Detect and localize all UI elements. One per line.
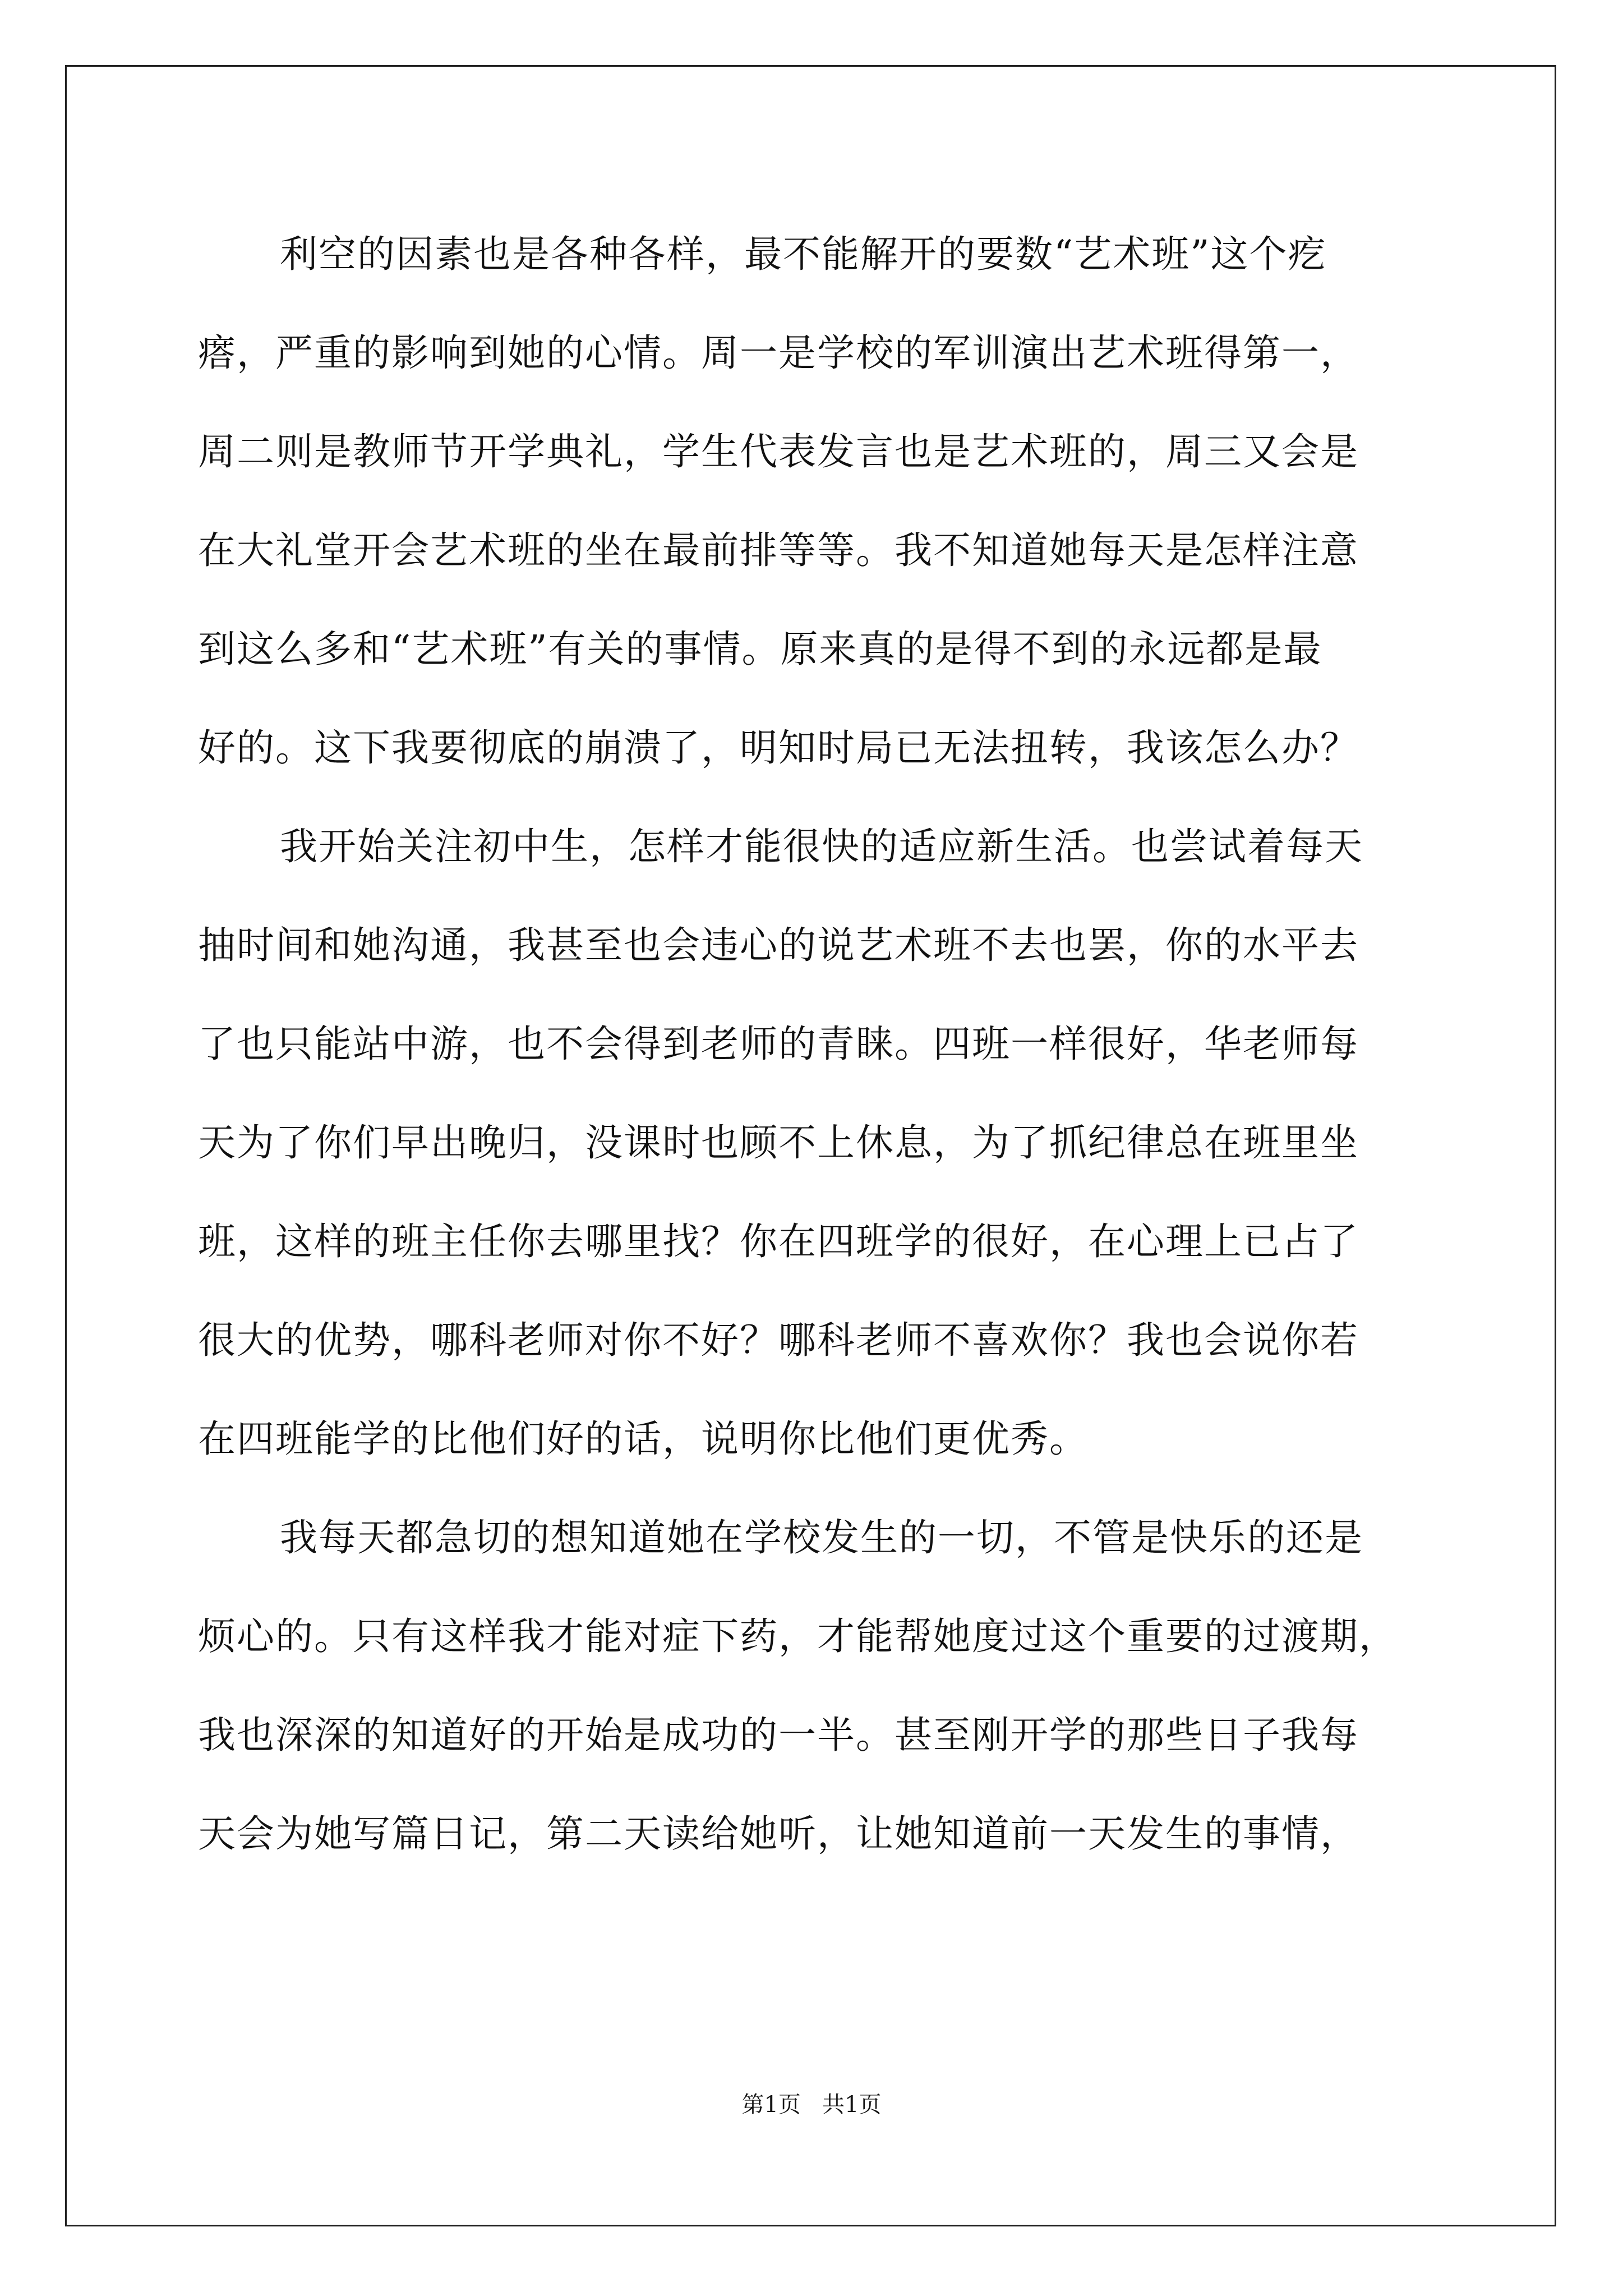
paragraph-1-line-5: 到这么多和“艺术班”有关的事情。原来真的是得不到的永远都是最 bbox=[198, 627, 1322, 671]
paragraph-3-line-2: 烦心的。只有这样我才能对症下药，才能帮她度过这个重要的过渡期， bbox=[198, 1614, 1398, 1658]
paragraph-3-line-4: 天会为她写篇日记，第二天读给她听，让她知道前一天发生的事情， bbox=[198, 1812, 1359, 1856]
paragraph-2-line-6: 很大的优势，哪科老师对你不好？哪科老师不喜欢你？我也会说你若 bbox=[198, 1318, 1359, 1362]
paragraph-2-line-2: 抽时间和她沟通，我甚至也会违心的说艺术班不去也罢，你的水平去 bbox=[198, 923, 1359, 967]
page-number-footer: 第1页 共1页 bbox=[741, 2092, 882, 2118]
paragraph-1-line-3: 周二则是教师节开学典礼，学生代表发言也是艺术班的，周三又会是 bbox=[198, 430, 1359, 473]
paragraph-1-line-4: 在大礼堂开会艺术班的坐在最前排等等。我不知道她每天是怎样注意 bbox=[198, 528, 1359, 572]
paragraph-2-line-4: 天为了你们早出晚归，没课时也顾不上休息，为了抓纪律总在班里坐 bbox=[198, 1121, 1359, 1165]
paragraph-2-line-3: 了也只能站中游，也不会得到老师的青睐。四班一样很好，华老师每 bbox=[198, 1022, 1359, 1066]
paragraph-1-line-1: 利空的因素也是各种各样，最不能解开的要数“艺术班”这个疙 bbox=[280, 232, 1327, 276]
paragraph-3-line-3: 我也深深的知道好的开始是成功的一半。甚至刚开学的那些日子我每 bbox=[198, 1713, 1359, 1757]
paragraph-1-line-6: 好的。这下我要彻底的崩溃了，明知时局已无法扭转，我该怎么办？ bbox=[198, 726, 1359, 770]
paragraph-2-line-7: 在四班能学的比他们好的话，说明你比他们更优秀。 bbox=[198, 1417, 1088, 1461]
paragraph-1-line-2: 瘩，严重的影响到她的心情。周一是学校的军训演出艺术班得第一， bbox=[198, 331, 1359, 375]
paragraph-3-line-1: 我每天都急切的想知道她在学校发生的一切，不管是快乐的还是 bbox=[280, 1516, 1363, 1559]
document-body bbox=[198, 205, 1437, 1883]
paragraph-2-line-5: 班，这样的班主任你去哪里找？你在四班学的很好，在心理上已占了 bbox=[198, 1220, 1359, 1263]
paragraph-2-line-1: 我开始关注初中生，怎样才能很快的适应新生活。也尝试着每天 bbox=[280, 825, 1363, 868]
